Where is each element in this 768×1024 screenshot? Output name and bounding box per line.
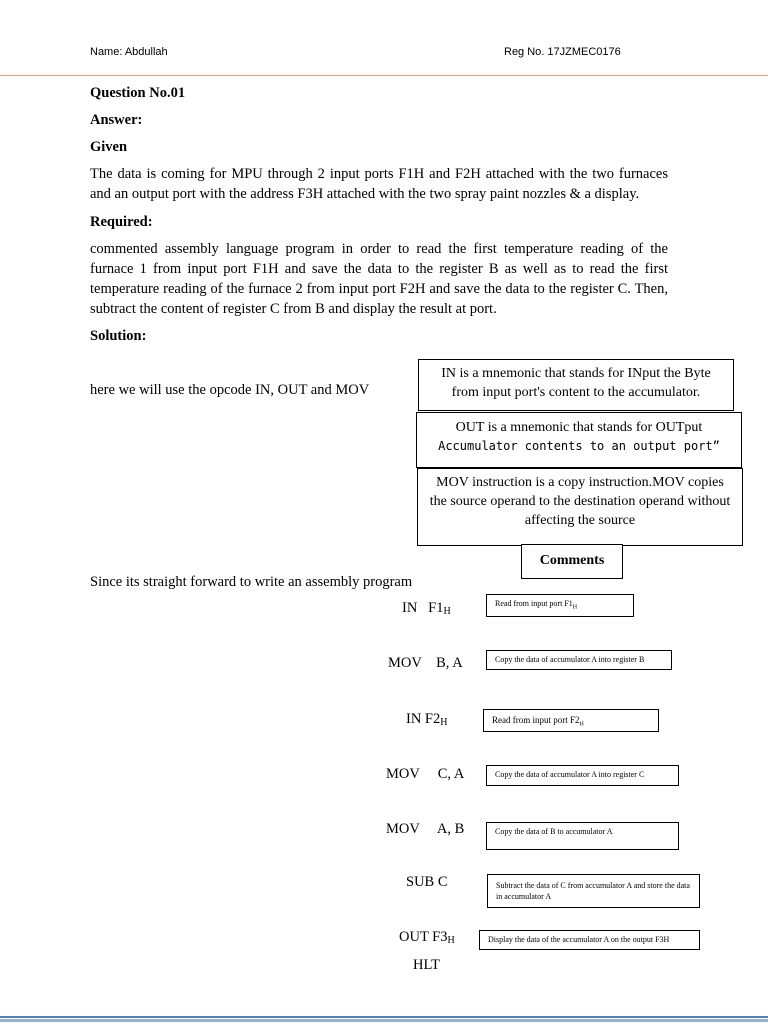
instruction-out-f3: OUT $F3_H$ [399,929,455,946]
in-definition-text: IN is a mnemonic that stands for INput the Byte from input port's content to the accumulator. [441,366,711,400]
solution-heading: Solution: [90,328,147,344]
instruction-hlt: HLT [413,957,440,973]
comment-mov-b-a: Copy the data of accumulator A into register B [486,650,672,670]
footer-rule [0,1016,768,1018]
registration-number: Reg No. 17JZMEC0176 [504,46,621,58]
comment-out-f3: Display the data of the accumulator A on the output F3H [479,930,700,950]
required-text: commented assembly language program in order to read the first temperature reading of the furnace 1 from input port F1H and save the data to the register B as well as to read the first temperature reading of the furnace 2 from input port F2H and save the data to the register C. Then, subtract the content of register C from B and display the result at port. [90,241,668,317]
out-definition-line2: Accumulator contents to an output port” [438,439,720,453]
out-definition-line1: OUT is a mnemonic that stands for OUTput [455,420,703,435]
in-definition-box [418,359,734,411]
instruction-mov-c-a: MOV C, A [386,766,465,782]
comment-sub-c: Subtract the data of C from accumulator A and store the data in accumulator A [487,874,700,908]
instruction-mov-b-a: MOV B, A [388,655,463,671]
out-definition-box [416,412,742,468]
instruction-sub-c: SUB C [406,874,448,890]
comments-heading-box [521,544,623,579]
question-heading: Question No.01 [90,85,186,101]
comment-mov-c-a: Copy the data of accumulator A into register C [486,765,679,786]
answer-heading: Answer: [90,112,143,128]
mov-definition-box [417,468,743,546]
comments-heading: Comments [539,553,605,568]
given-text: The data is coming for MPU through 2 input ports F1H and F2H attached with the two furnaces and an output port with the address F3H attached with the two spray paint nozzles & a display. [90,166,668,202]
comment-mov-a-b: Copy the data of B to accumulator A [486,822,679,850]
comment-in-f2: Read from input port $F2_H$ [483,709,659,732]
header-divider [0,75,768,76]
comment-in-f1: Read from input port $F1_H$ [486,594,634,617]
student-name: Name: Abdullah [90,46,168,58]
required-heading: Required: [90,214,153,230]
instruction-in-f1: IN $F1_H$ [402,600,451,617]
opcode-intro: here we will use the opcode IN, OUT and MOV [90,382,370,398]
instruction-mov-a-b: MOV A, B [386,821,465,837]
since-text: Since its straight forward to write an assembly program [90,574,413,590]
given-heading: Given [90,139,128,155]
footer-rule-shadow [0,1019,768,1022]
instruction-in-f2: IN $F2_H$ [406,711,448,728]
mov-definition-text: MOV instruction is a copy instruction.MOV copies the source operand to the destination operand without affecting the source [429,475,731,528]
